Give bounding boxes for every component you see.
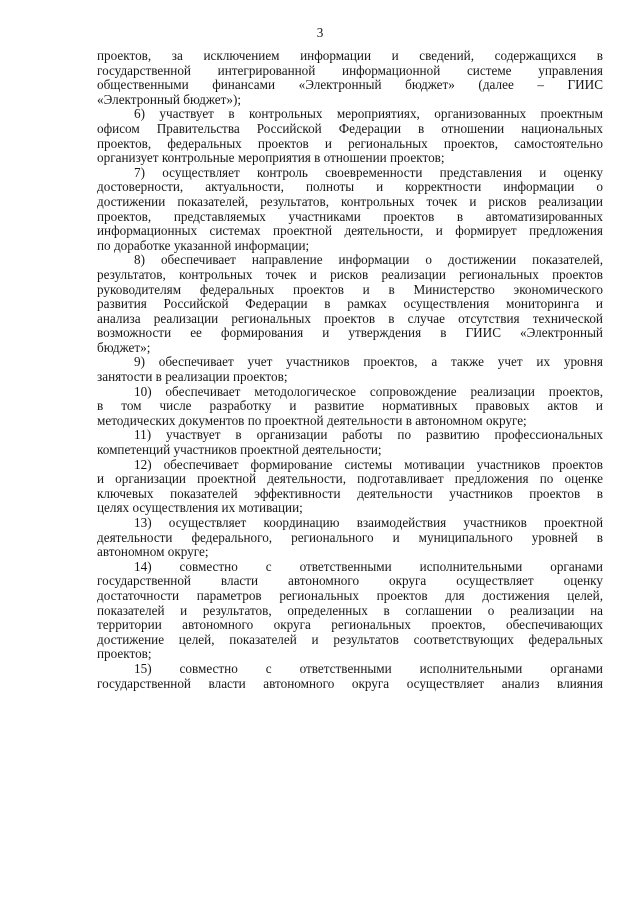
body-text xyxy=(97,49,603,691)
paragraph xyxy=(97,166,603,254)
text-line: результатов, контрольных точек и рисков реализации региональных проектов xyxy=(97,266,603,282)
text-line: развития Российской Федерации в рамках осуществления мониторинга и xyxy=(97,296,603,312)
paragraph xyxy=(97,107,603,165)
text-line: информационных системах проектной деятельности, и формирует предложения xyxy=(97,223,603,239)
text-line: офисом Правительства Российской Федерации в отношении национальных xyxy=(97,120,603,136)
text-line: бюджет»; xyxy=(97,339,151,355)
text-line: руководителям федеральных проектов и в Министерство экономического xyxy=(97,281,603,297)
text-line: «Электронный бюджет»); xyxy=(97,91,242,107)
text-line: 11) участвует в организации работы по развитию профессиональных xyxy=(134,427,603,443)
paragraph xyxy=(97,458,603,516)
text-line: занятости в реализации проектов; xyxy=(97,369,288,385)
text-line: деятельности федерального, регионального и муниципального уровней в xyxy=(97,529,603,545)
text-line: 9) обеспечивает учет участников проектов, а также учет их уровня xyxy=(134,354,603,370)
paragraph xyxy=(97,355,603,384)
text-line: государственной власти автономного округа осуществляет анализ влияния xyxy=(97,675,603,691)
text-line: компетенций участников проектной деятельности; xyxy=(97,442,382,458)
text-line: государственной власти автономного округа осуществляет оценку xyxy=(97,573,603,589)
text-line: 8) обеспечивает направление информации о достижении показателей, xyxy=(134,252,603,268)
text-line: достижение целей, показателей и результатов соответствующих федеральных xyxy=(97,631,603,647)
text-line: общественными финансами «Электронный бюджет» (далее – ГИИС xyxy=(97,77,603,93)
text-line: достоверности, актуальности, полноты и корректности информации о xyxy=(97,179,603,195)
paragraph xyxy=(97,49,603,107)
text-line: проектов, за исключением информации и сведений, содержащихся в xyxy=(97,48,603,63)
text-line: 7) осуществляет контроль своевременности представления и оценку xyxy=(134,164,603,180)
text-line: 15) совместно с ответственными исполнительными органами xyxy=(134,660,603,676)
text-line: 6) участвует в контрольных мероприятиях, организованных проектным xyxy=(134,106,603,122)
paragraph xyxy=(97,560,603,662)
text-line: достаточности параметров региональных проектов для достижения целей, xyxy=(97,587,603,603)
text-line: целях осуществления их мотивации; xyxy=(97,500,303,516)
text-line: анализа реализации региональных проектов в случае отсутствия технической xyxy=(97,310,603,326)
text-line: организует контрольные мероприятия в отношении проектов; xyxy=(97,150,445,166)
text-line: и организации проектной деятельности, подготавливает предложения по оценке xyxy=(97,471,603,487)
text-line: проектов, представляемых участниками проектов в автоматизированных xyxy=(97,208,603,224)
page-number: 3 xyxy=(316,25,324,40)
text-line: показателей и результатов, определенных в соглашении о реализации на xyxy=(97,602,603,618)
text-line: 10) обеспечивает методологическое сопровождение реализации проектов, xyxy=(134,383,603,399)
text-line: проектов; xyxy=(97,646,152,662)
text-line: достижении показателей, результатов, контрольных точек и рисков реализации xyxy=(97,193,603,209)
paragraph xyxy=(97,516,603,560)
text-line: автономном округе; xyxy=(97,544,209,560)
paragraph xyxy=(97,428,603,457)
text-line: государственной интегрированной информационной системе управления xyxy=(97,62,603,78)
paragraph xyxy=(97,253,603,355)
paragraph xyxy=(97,385,603,429)
text-line: по доработке указанной информации; xyxy=(97,237,310,253)
text-line: 13) осуществляет координацию взаимодействия участников проектной xyxy=(134,515,603,530)
text-line: методических документов по проектной деятельности в автономном округе; xyxy=(97,412,527,428)
text-line: 14) совместно с ответственными исполнительными органами xyxy=(134,558,603,574)
text-line: в том числе разработку и развитие нормативных правовых актов и xyxy=(97,398,603,414)
text-line: проектов, федеральных проектов и региональных проектов, самостоятельно xyxy=(97,135,603,151)
paragraph xyxy=(97,662,603,691)
text-line: территории автономного округа региональных проектов, обеспечивающих xyxy=(97,617,603,633)
text-line: возможности ее формирования и утверждения в ГИИС «Электронный xyxy=(97,325,603,341)
text-line: ключевых показателей эффективности деятельности участников проектов в xyxy=(97,485,603,501)
text-line: 12) обеспечивает формирование системы мотивации участников проектов xyxy=(134,456,603,472)
